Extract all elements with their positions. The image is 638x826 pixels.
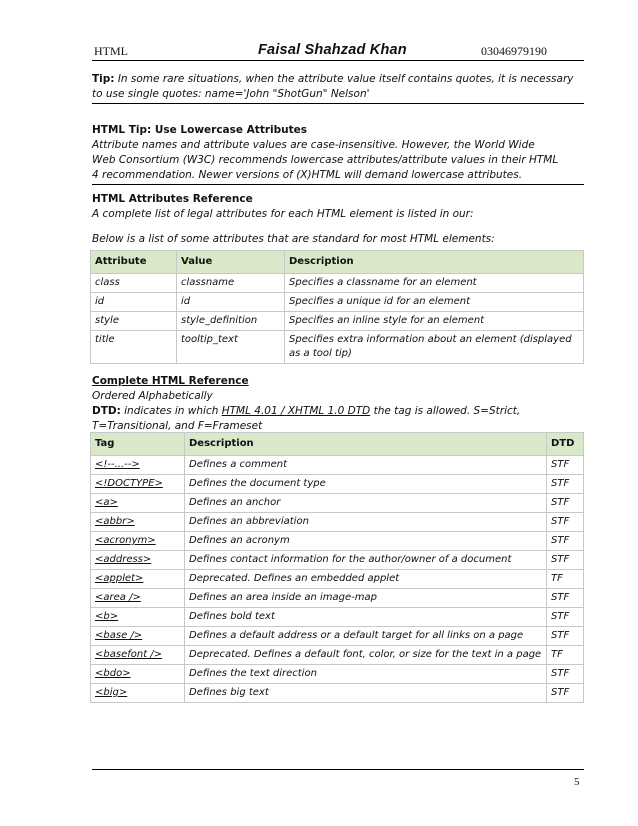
table-row bbox=[91, 589, 584, 608]
column-header: DTD bbox=[547, 433, 584, 456]
cell: Specifies an inline style for an element bbox=[285, 312, 584, 331]
tag-cell bbox=[91, 627, 185, 646]
tip-line1: In some rare situations, when the attribute value itself contains quotes, it is necessary bbox=[114, 73, 574, 85]
description-cell: Defines an area inside an image-map bbox=[185, 589, 547, 608]
dtd-label: DTD: bbox=[92, 405, 121, 417]
tag-link[interactable]: <!DOCTYPE> bbox=[95, 478, 163, 489]
table-row bbox=[91, 331, 584, 364]
dtd-cell: STF bbox=[547, 665, 584, 684]
cell: Specifies a unique id for an element bbox=[285, 293, 584, 312]
table-header-row bbox=[91, 251, 584, 274]
table-row bbox=[91, 293, 584, 312]
description-cell: Deprecated. Defines a default font, color, or size for the text in a page bbox=[185, 646, 547, 665]
table-row bbox=[91, 551, 584, 570]
column-header: Attribute bbox=[91, 251, 177, 274]
cell: style bbox=[91, 312, 177, 331]
table-row bbox=[91, 684, 584, 703]
header-subject: HTML bbox=[94, 44, 128, 58]
tag-link[interactable]: <address> bbox=[95, 554, 152, 565]
tag-cell bbox=[91, 513, 185, 532]
tag-link[interactable]: <abbr> bbox=[95, 516, 135, 527]
cell: id bbox=[177, 293, 285, 312]
tag-link[interactable]: <a> bbox=[95, 497, 118, 508]
dtd-line2: T=Transitional, and F=Frameset bbox=[92, 420, 263, 432]
dtd-cell: STF bbox=[547, 608, 584, 627]
lowercase-line1: Attribute names and attribute values are case-insensitive. However, the World Wide bbox=[92, 139, 535, 151]
tip-block bbox=[92, 72, 584, 104]
description-cell: Defines contact information for the author/owner of a document bbox=[185, 551, 547, 570]
dtd-link[interactable]: HTML 4.01 / XHTML 1.0 DTD bbox=[221, 405, 371, 417]
description-cell: Defines a default address or a default target for all links on a page bbox=[185, 627, 547, 646]
description-cell: Defines a comment bbox=[185, 456, 547, 475]
table-row bbox=[91, 456, 584, 475]
column-header: Description bbox=[285, 251, 584, 274]
table-header-row bbox=[91, 433, 584, 456]
description-cell: Defines bold text bbox=[185, 608, 547, 627]
table-row bbox=[91, 627, 584, 646]
tag-link[interactable]: <base /> bbox=[95, 630, 143, 641]
tag-link[interactable]: <bdo> bbox=[95, 668, 131, 679]
table-row bbox=[91, 312, 584, 331]
attributes-table bbox=[90, 250, 584, 364]
tag-link[interactable]: <b> bbox=[95, 611, 119, 622]
tag-cell bbox=[91, 532, 185, 551]
table-row bbox=[91, 274, 584, 293]
tag-cell bbox=[91, 665, 185, 684]
description-cell: Defines an anchor bbox=[185, 494, 547, 513]
tag-link[interactable]: <acronym> bbox=[95, 535, 156, 546]
tag-cell bbox=[91, 570, 185, 589]
dtd-cell: STF bbox=[547, 627, 584, 646]
tag-cell bbox=[91, 475, 185, 494]
description-cell: Deprecated. Defines an embedded applet bbox=[185, 570, 547, 589]
footer-divider bbox=[92, 769, 584, 770]
tag-reference-table bbox=[90, 432, 584, 703]
dtd-cell: STF bbox=[547, 532, 584, 551]
column-header: Tag bbox=[91, 433, 185, 456]
tag-cell bbox=[91, 589, 185, 608]
cell: Specifies a classname for an element bbox=[285, 274, 584, 293]
tag-link[interactable]: <basefont /> bbox=[95, 649, 163, 660]
cell: class bbox=[91, 274, 177, 293]
table-row bbox=[91, 513, 584, 532]
complete-reference-subtitle: Ordered Alphabetically bbox=[92, 390, 213, 402]
complete-reference-section bbox=[92, 374, 584, 434]
page-header bbox=[92, 42, 584, 61]
lowercase-tip-block bbox=[92, 123, 584, 185]
dtd-cell: STF bbox=[547, 456, 584, 475]
dtd-text: indicates in which bbox=[120, 405, 222, 417]
lowercase-line2: Web Consortium (W3C) recommends lowercase attributes/attribute values in their HTML bbox=[92, 154, 559, 166]
cell: title bbox=[91, 331, 177, 364]
table-row bbox=[91, 570, 584, 589]
tag-cell bbox=[91, 684, 185, 703]
tag-cell bbox=[91, 646, 185, 665]
column-header: Value bbox=[177, 251, 285, 274]
tag-link[interactable]: <big> bbox=[95, 687, 128, 698]
lowercase-title: HTML Tip: Use Lowercase Attributes bbox=[92, 124, 307, 136]
dtd-cell: STF bbox=[547, 494, 584, 513]
description-cell: Defines an acronym bbox=[185, 532, 547, 551]
table-row bbox=[91, 646, 584, 665]
lowercase-line3: 4 recommendation. Newer versions of (X)HTML will demand lowercase attributes. bbox=[92, 169, 523, 181]
header-phone: 03046979190 bbox=[481, 44, 547, 58]
tag-link[interactable]: <applet> bbox=[95, 573, 144, 584]
cell: id bbox=[91, 293, 177, 312]
complete-reference-title: Complete HTML Reference bbox=[92, 375, 249, 387]
cell: Specifies extra information about an element (displayed as a tool tip) bbox=[285, 331, 584, 364]
dtd-cell: STF bbox=[547, 589, 584, 608]
description-cell: Defines an abbreviation bbox=[185, 513, 547, 532]
tag-link[interactable]: <!--...--> bbox=[95, 459, 140, 470]
dtd-text-2: the tag is allowed. S=Strict, bbox=[370, 405, 521, 417]
dtd-cell: STF bbox=[547, 684, 584, 703]
dtd-cell: STF bbox=[547, 475, 584, 494]
description-cell: Defines the document type bbox=[185, 475, 547, 494]
tag-cell bbox=[91, 551, 185, 570]
tag-link[interactable]: <area /> bbox=[95, 592, 141, 603]
table-row bbox=[91, 494, 584, 513]
tip-line2: to use single quotes: name='John "ShotGun" Nelson' bbox=[92, 88, 370, 100]
tag-cell bbox=[91, 456, 185, 475]
cell: classname bbox=[177, 274, 285, 293]
dtd-cell: TF bbox=[547, 570, 584, 589]
tag-cell bbox=[91, 608, 185, 627]
description-cell: Defines big text bbox=[185, 684, 547, 703]
column-header: Description bbox=[185, 433, 547, 456]
table-row bbox=[91, 608, 584, 627]
header-author: Faisal Shahzad Khan bbox=[258, 42, 407, 58]
attributes-title: HTML Attributes Reference bbox=[92, 193, 253, 205]
dtd-cell: STF bbox=[547, 513, 584, 532]
page-number: 5 bbox=[574, 776, 580, 788]
attributes-intro: A complete list of legal attributes for each HTML element is listed in our: bbox=[92, 208, 474, 220]
description-cell: Defines the text direction bbox=[185, 665, 547, 684]
tag-cell bbox=[91, 494, 185, 513]
dtd-cell: TF bbox=[547, 646, 584, 665]
table-row bbox=[91, 475, 584, 494]
attributes-reference-section bbox=[92, 192, 584, 247]
tip-label: Tip: bbox=[92, 73, 115, 85]
table-row bbox=[91, 665, 584, 684]
dtd-cell: STF bbox=[547, 551, 584, 570]
cell: style_definition bbox=[177, 312, 285, 331]
cell: tooltip_text bbox=[177, 331, 285, 364]
table-row bbox=[91, 532, 584, 551]
attributes-intro-2: Below is a list of some attributes that are standard for most HTML elements: bbox=[92, 233, 495, 245]
